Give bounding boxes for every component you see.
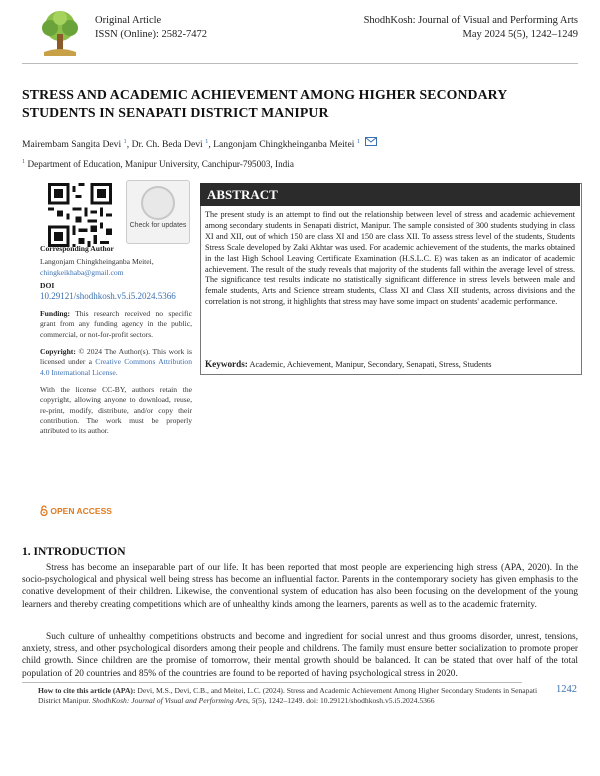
author-list: Mairembam Sangita Devi $^1$, Dr. Ch. Beda Devi $^1$, Langonjam Chingkheinganba Meitei $^1$ [22,137,377,150]
open-lock-icon [40,505,48,516]
check-updates-label: Check for updates [129,222,187,229]
corresponding-name: Langonjam Chingkheinganba Meitei, [40,257,154,267]
citation-rest: (5), 1242–1249. doi: 10.29121/shodhkosh.v5.i5.2024.5366 [255,696,435,706]
paragraph: Stress has become an inseparable part of our life. It has been reported that most people are experiencing high stress (APA, 2020). In the socio-psychological and physical well being stress has become an influential factor. Parents in the contemporary society has given emphasis to the conative development of their children. Likewise, the conventional system of education has also been focusing on the development of the young learners and thereby creating competitions which are of unhealthy kinds among the learners, parents as well as to the academic fraternity. [22,563,578,610]
header-right [364,14,578,42]
author-name[interactable]: Dr. Ch. Beda Devi [131,139,203,150]
affiliation-text: Department of Education, Manipur University, Canchipur-795003, India [27,159,294,170]
qr-code-icon [48,183,112,247]
author-name[interactable]: Langonjam Chingkheinganba Meitei [213,139,355,150]
author-affil-sup: 1 [123,137,127,145]
author-name[interactable]: Mairembam Sangita Devi [22,139,122,150]
funding-text: This research received no specific grant from any funding agency in the public, commercial, or not-for-profit sectors. [40,309,192,339]
sidebar [40,244,192,436]
abstract-heading: ABSTRACT [200,183,580,206]
license-link[interactable]: Creative Commons Attribution 4.0 International License. [40,357,192,377]
journal-name: ShodhKosh: Journal of Visual and Performing Arts [363,15,578,26]
header-divider [22,63,578,64]
citation-block [38,686,538,707]
issue-info: May 2024 5(5), 1242–1249 [462,29,578,40]
check-updates-button[interactable] [126,180,190,244]
doi-label: DOI [40,280,55,290]
paragraph: Such culture of unhealthy competitions obstructs and become and ingredient for social unrest and thus grooms disorder, unrest, tensions, anxiety, stress, and other psychological disorders among their people and childrens. The family must ensure better socialization to promote proper child growth. Since children are the promise of tomorrow, their mental growth should be balanced. It can be stated that over half of the total population of 20 countries and 85% of the countries are found to be reported of having psychological stress in 2020. [22,632,578,679]
page-number: 1242 [556,684,577,695]
author-affil-sup: 1 [205,137,209,145]
header-left [95,14,207,42]
author-affil-sup: 1 [356,137,361,145]
copyright-text: © 2024 The Author(s). This work is licensed under a [40,347,192,367]
open-access-badge [40,505,112,516]
citation-label: How to cite this article (APA): [38,686,136,695]
journal-logo-icon [36,8,84,60]
paper-title: STRESS AND ACADEMIC ACHIEVEMENT AMONG HIGHER SECONDARY STUDENTS IN SENAPATI DISTRICT MANIPUR [22,87,507,120]
funding-label: Funding: [40,309,70,319]
keywords [205,359,575,369]
doi-link[interactable]: 10.29121/shodhkosh.v5.i5.2024.5366 [40,291,176,302]
issn: ISSN (Online): 2582-7472 [95,29,207,40]
keywords-label: Keywords: [205,359,248,369]
citation-divider [22,682,522,683]
citation-text: Devi, M.S., Devi, C.B., and Meitei, L.C. (2024). Stress and Academic Achievement Among Higher Secondary Students in Senapati District Manipur. [38,686,538,706]
copyright-label: Copyright: [40,347,76,357]
license-note: With the license CC-BY, authors retain the copyright, allowing anyone to download, reuse, re-print, modify, distribute, and/or copy their contribution. The work must be properly attributed to its author. [40,384,192,436]
citation-journal: ShodhKosh: Journal of Visual and Performing Arts, 5 [92,696,256,706]
article-type: Original Article [95,15,162,26]
corresponding-label: Corresponding Author [40,244,114,253]
email-icon[interactable] [365,137,377,146]
open-access-label: OPEN ACCESS [50,506,112,516]
affiliation [22,158,294,169]
bookmark-icon [141,186,175,220]
section-heading: 1. INTRODUCTION [22,546,126,558]
corresponding-email-link[interactable]: chingkeikhaba@gmail.com [40,267,124,277]
abstract-text: The present study is an attempt to find out the relationship between level of stress and academic achievement among secondary students in Senapati district, Manipur. The sample consisted of 300 students studying in class XI and XII, out of which 150 are class XI and 150 are class XII. To assess stress level of the students, Students Stress Scale developed by Zaki Akhtar was used. For academic achievement of the students, the marks obtained in the last High School Leaving Certificate Examination (H.S.L.C. E) was taken as an indicator of academic achievement. The result of the study reveals that majority of the students fall within the average level of stress. The significance test results indicate no statistically significant difference in stress levels between male and female students, Arts and Science stream students, Class XI and Class XII students, across divisions and the correlation is not strong, it highlights that stress may have some impact on students' academic performance. [205,210,575,307]
keywords-list: Academic, Achievement, Manipur, Secondary, Senapati, Stress, Students [249,360,492,369]
affiliation-sup: 1 [22,158,26,165]
